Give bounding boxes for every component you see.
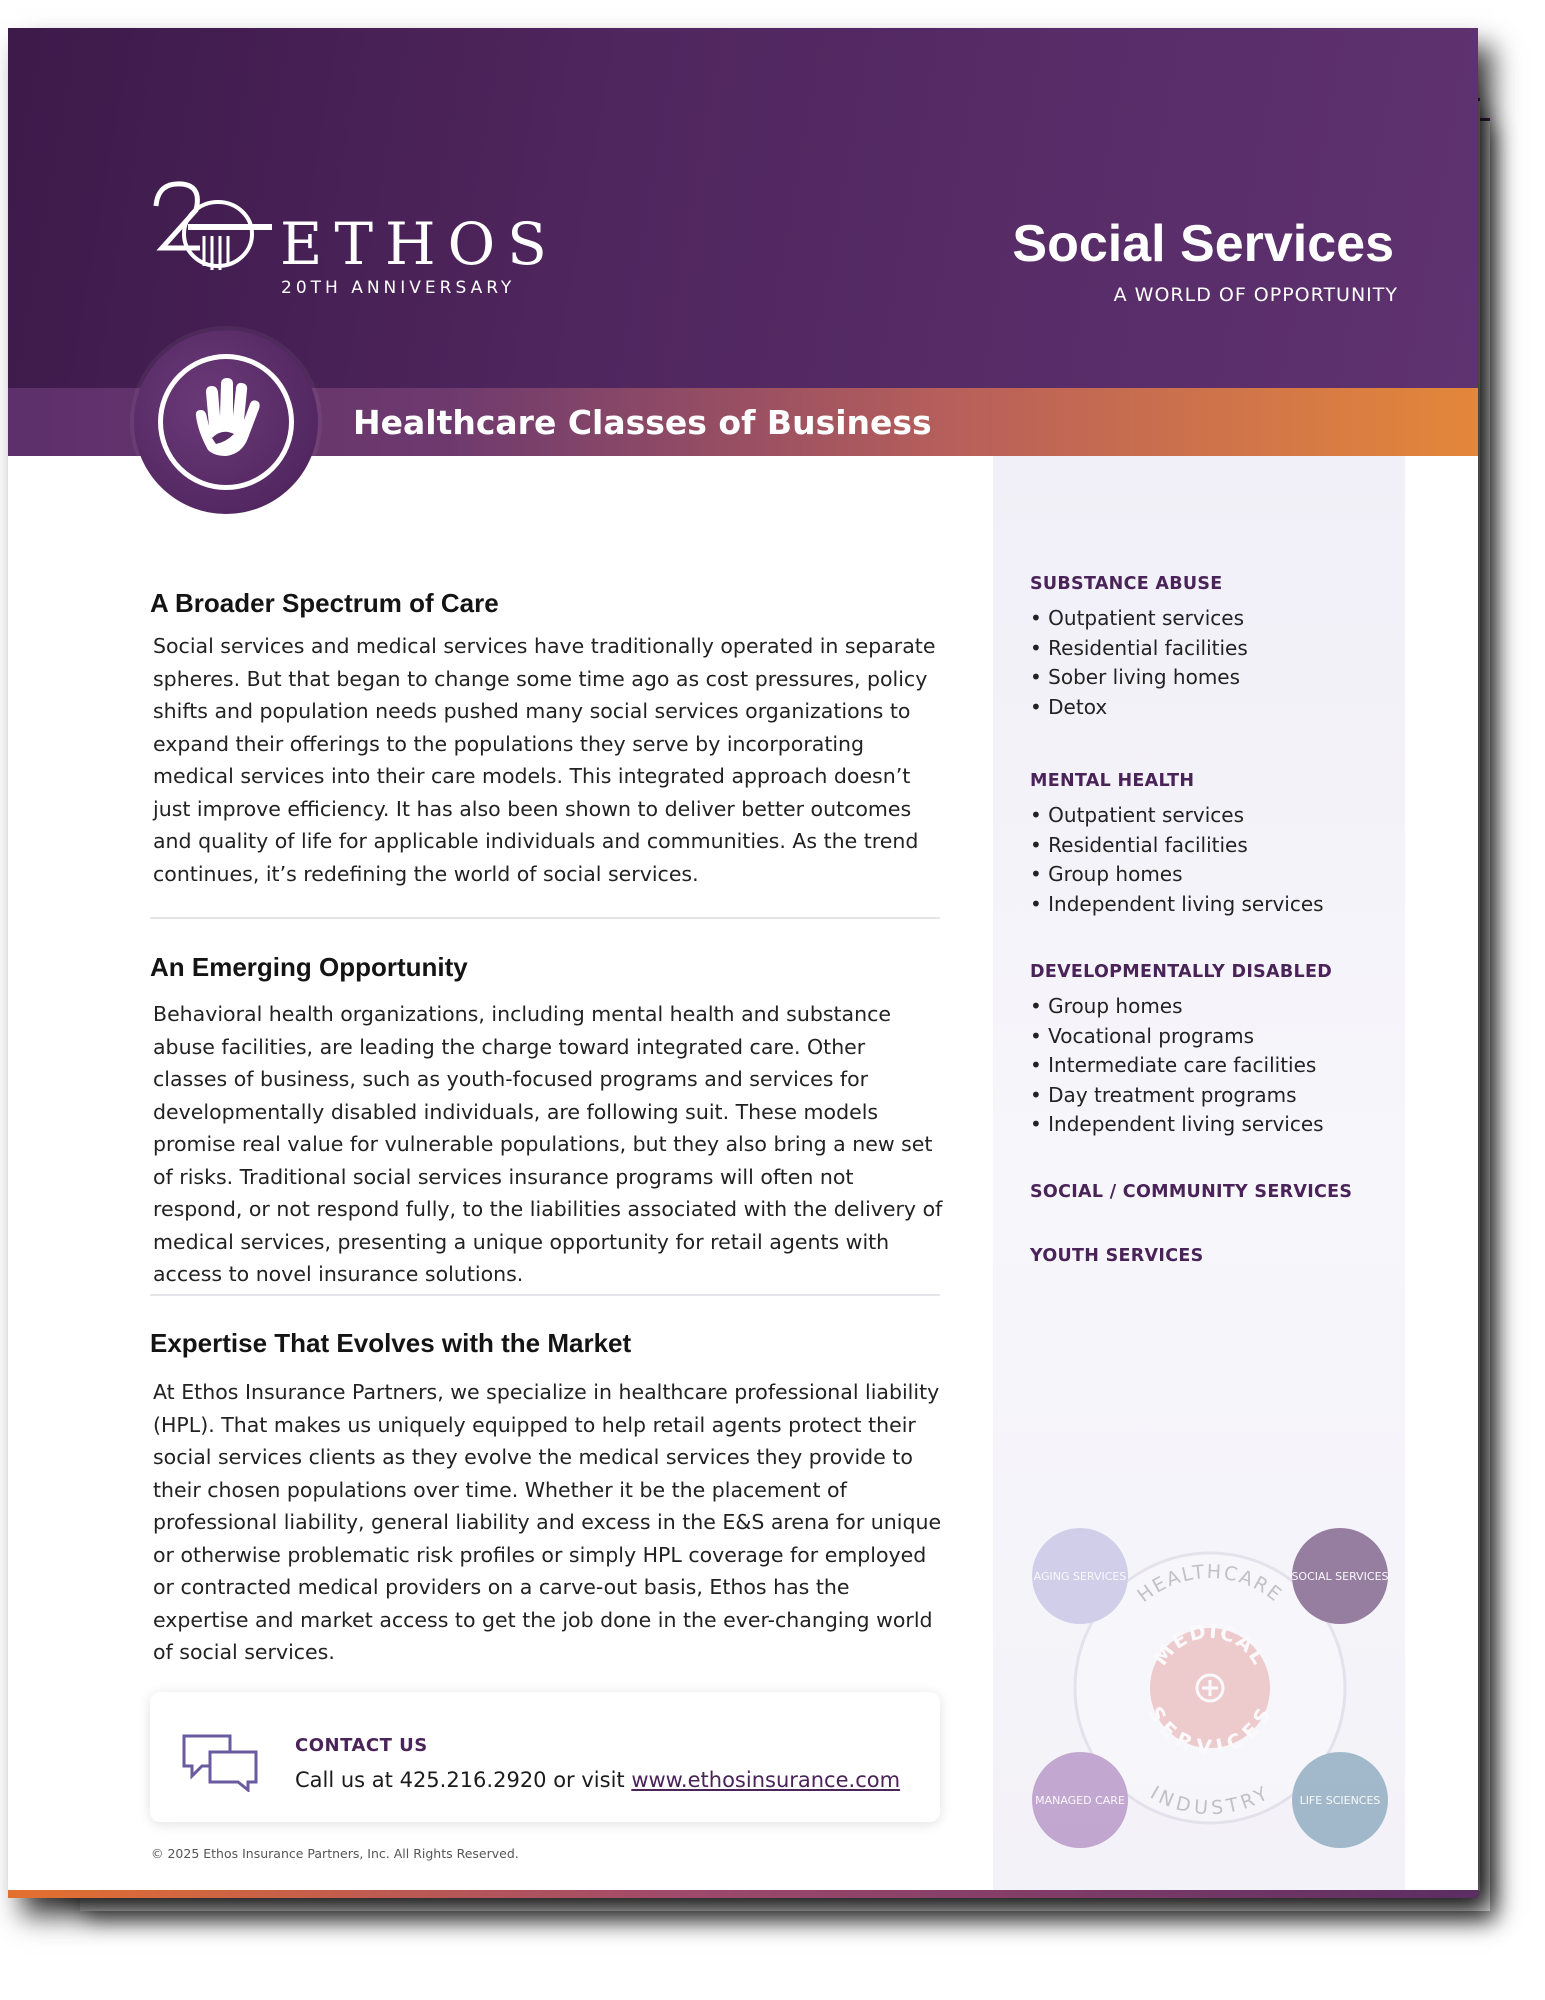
list-item: • Day treatment programs [1030, 1081, 1390, 1111]
contact-text [295, 1768, 900, 1792]
list-item: • Outpatient services [1030, 604, 1390, 634]
diagram-ring-top: HEALTHCARE [1133, 1560, 1287, 1607]
list-item: • Independent living services [1030, 890, 1390, 920]
logo-word: ETHOS [280, 210, 559, 278]
section-heading-expertise: Expertise That Evolves with the Market [150, 1328, 632, 1358]
list-item: • Sober living homes [1030, 663, 1390, 693]
section-body-expertise: At Ethos Insurance Partners, we specialize in healthcare professional liability (HPL). That makes us uniquely equipped to help retail agents protect their social services clients as they evolve the medical services they provide to their chosen populations over time. Whether it be the placement of professional liability, general liability and excess in the E&S arena for unique or otherwise problematic risk profiles or simply HPL coverage for employed or contracted medical providers on a carve-out basis, Ethos has the expertise and market access to get the job done in the ever-changing world of social services. [153, 1380, 942, 1664]
section-divider [150, 917, 940, 919]
sidebar-group-social-community [1030, 1182, 1390, 1212]
list-item: • Group homes [1030, 860, 1390, 890]
social-services-badge [134, 330, 318, 514]
sidebar-group-youth-services [1030, 1246, 1390, 1276]
copyright-footer: © 2025 Ethos Insurance Partners, Inc. All Rights Reserved. [151, 1846, 519, 1861]
section-body-broader-spectrum: Social services and medical services have traditionally operated in separate spheres. But that began to change some time ago as cost pressures, policy shifts and population needs pushed many social services organizations to expand their offerings to the populations they serve by incorporating medical services into their care models. This integrated approach doesn’t just improve efficiency. It has also been shown to deliver better outcomes and quality of life for applicable individuals and communities. As the trend continues, it’s redefining the world of social services. [153, 634, 936, 886]
section-divider [150, 1294, 940, 1296]
sidebar-group-heading: YOUTH SERVICES [1030, 1246, 1204, 1266]
list-item: • Residential facilities [1030, 634, 1390, 664]
section-heading-broader-spectrum: A Broader Spectrum of Care [150, 588, 499, 618]
diagram-center-top: MEDICAL [1148, 1618, 1273, 1670]
contact-heading: CONTACT US [295, 1735, 428, 1756]
list-item: • Outpatient services [1030, 801, 1390, 831]
sidebar-group-heading: DEVELOPMENTALLY DISABLED [1030, 962, 1333, 982]
sidebar-group-heading: SOCIAL / COMMUNITY SERVICES [1030, 1182, 1353, 1202]
healthcare-industry-diagram [1030, 1528, 1390, 1848]
diagram-node-label: AGING SERVICES [1033, 1570, 1127, 1583]
website-link[interactable]: www.ethosinsurance.com [631, 1768, 901, 1792]
logo-subtitle: 20TH ANNIVERSARY [281, 278, 516, 298]
list-item: • Independent living services [1030, 1110, 1390, 1140]
list-item: • Detox [1030, 693, 1390, 723]
document-page [8, 28, 1478, 1898]
diagram-center-bottom: SERVICES [1143, 1702, 1277, 1760]
list-item: • Residential facilities [1030, 831, 1390, 861]
sidebar-group-substance-abuse [1030, 574, 1390, 722]
list-item: • Group homes [1030, 992, 1390, 1022]
section-body-emerging-opportunity: Behavioral health organizations, including mental health and substance abuse facilities, are leading the charge toward integrated care. Other classes of business, such as youth-focused programs and services for developmentally disabled individuals, are following suit. These models promise real value for vulnerable populations, but they also bring a new set of risks. Traditional social services insurance programs will often not respond, or not respond fully, to the liabilities associated with the delivery of medical services, presenting a unique opportunity for retail agents with access to novel insurance solutions. [153, 1002, 943, 1286]
diagram-node-label: SOCIAL SERVICES [1291, 1570, 1389, 1583]
sidebar-group-heading: SUBSTANCE ABUSE [1030, 574, 1223, 594]
sidebar-group-heading: MENTAL HEALTH [1030, 771, 1195, 791]
diagram-node-label: MANAGED CARE [1035, 1794, 1125, 1807]
contact-card [150, 1692, 940, 1822]
ethos-logo-mark [148, 176, 278, 284]
sidebar-group-developmentally-disabled [1030, 962, 1390, 1140]
hand-icon [178, 372, 274, 468]
diagram-ring-bottom: INDUSTRY [1146, 1781, 1273, 1820]
diagram-node-label: LIFE SCIENCES [1299, 1794, 1381, 1807]
section-heading-emerging-opportunity: An Emerging Opportunity [150, 952, 468, 982]
sidebar-group-mental-health [1030, 771, 1390, 919]
contact-phone-text: Call us at 425.216.2920 or visit [295, 1768, 632, 1792]
chat-bubbles-icon [180, 1732, 260, 1792]
list-item: • Vocational programs [1030, 1022, 1390, 1052]
page-subtitle: A WORLD OF OPPORTUNITY [1113, 284, 1398, 306]
bottom-accent-bar [8, 1890, 1478, 1898]
list-item: • Intermediate care facilities [1030, 1051, 1390, 1081]
page-title: Social Services [1012, 215, 1394, 273]
banner-title: Healthcare Classes of Business [353, 403, 932, 442]
